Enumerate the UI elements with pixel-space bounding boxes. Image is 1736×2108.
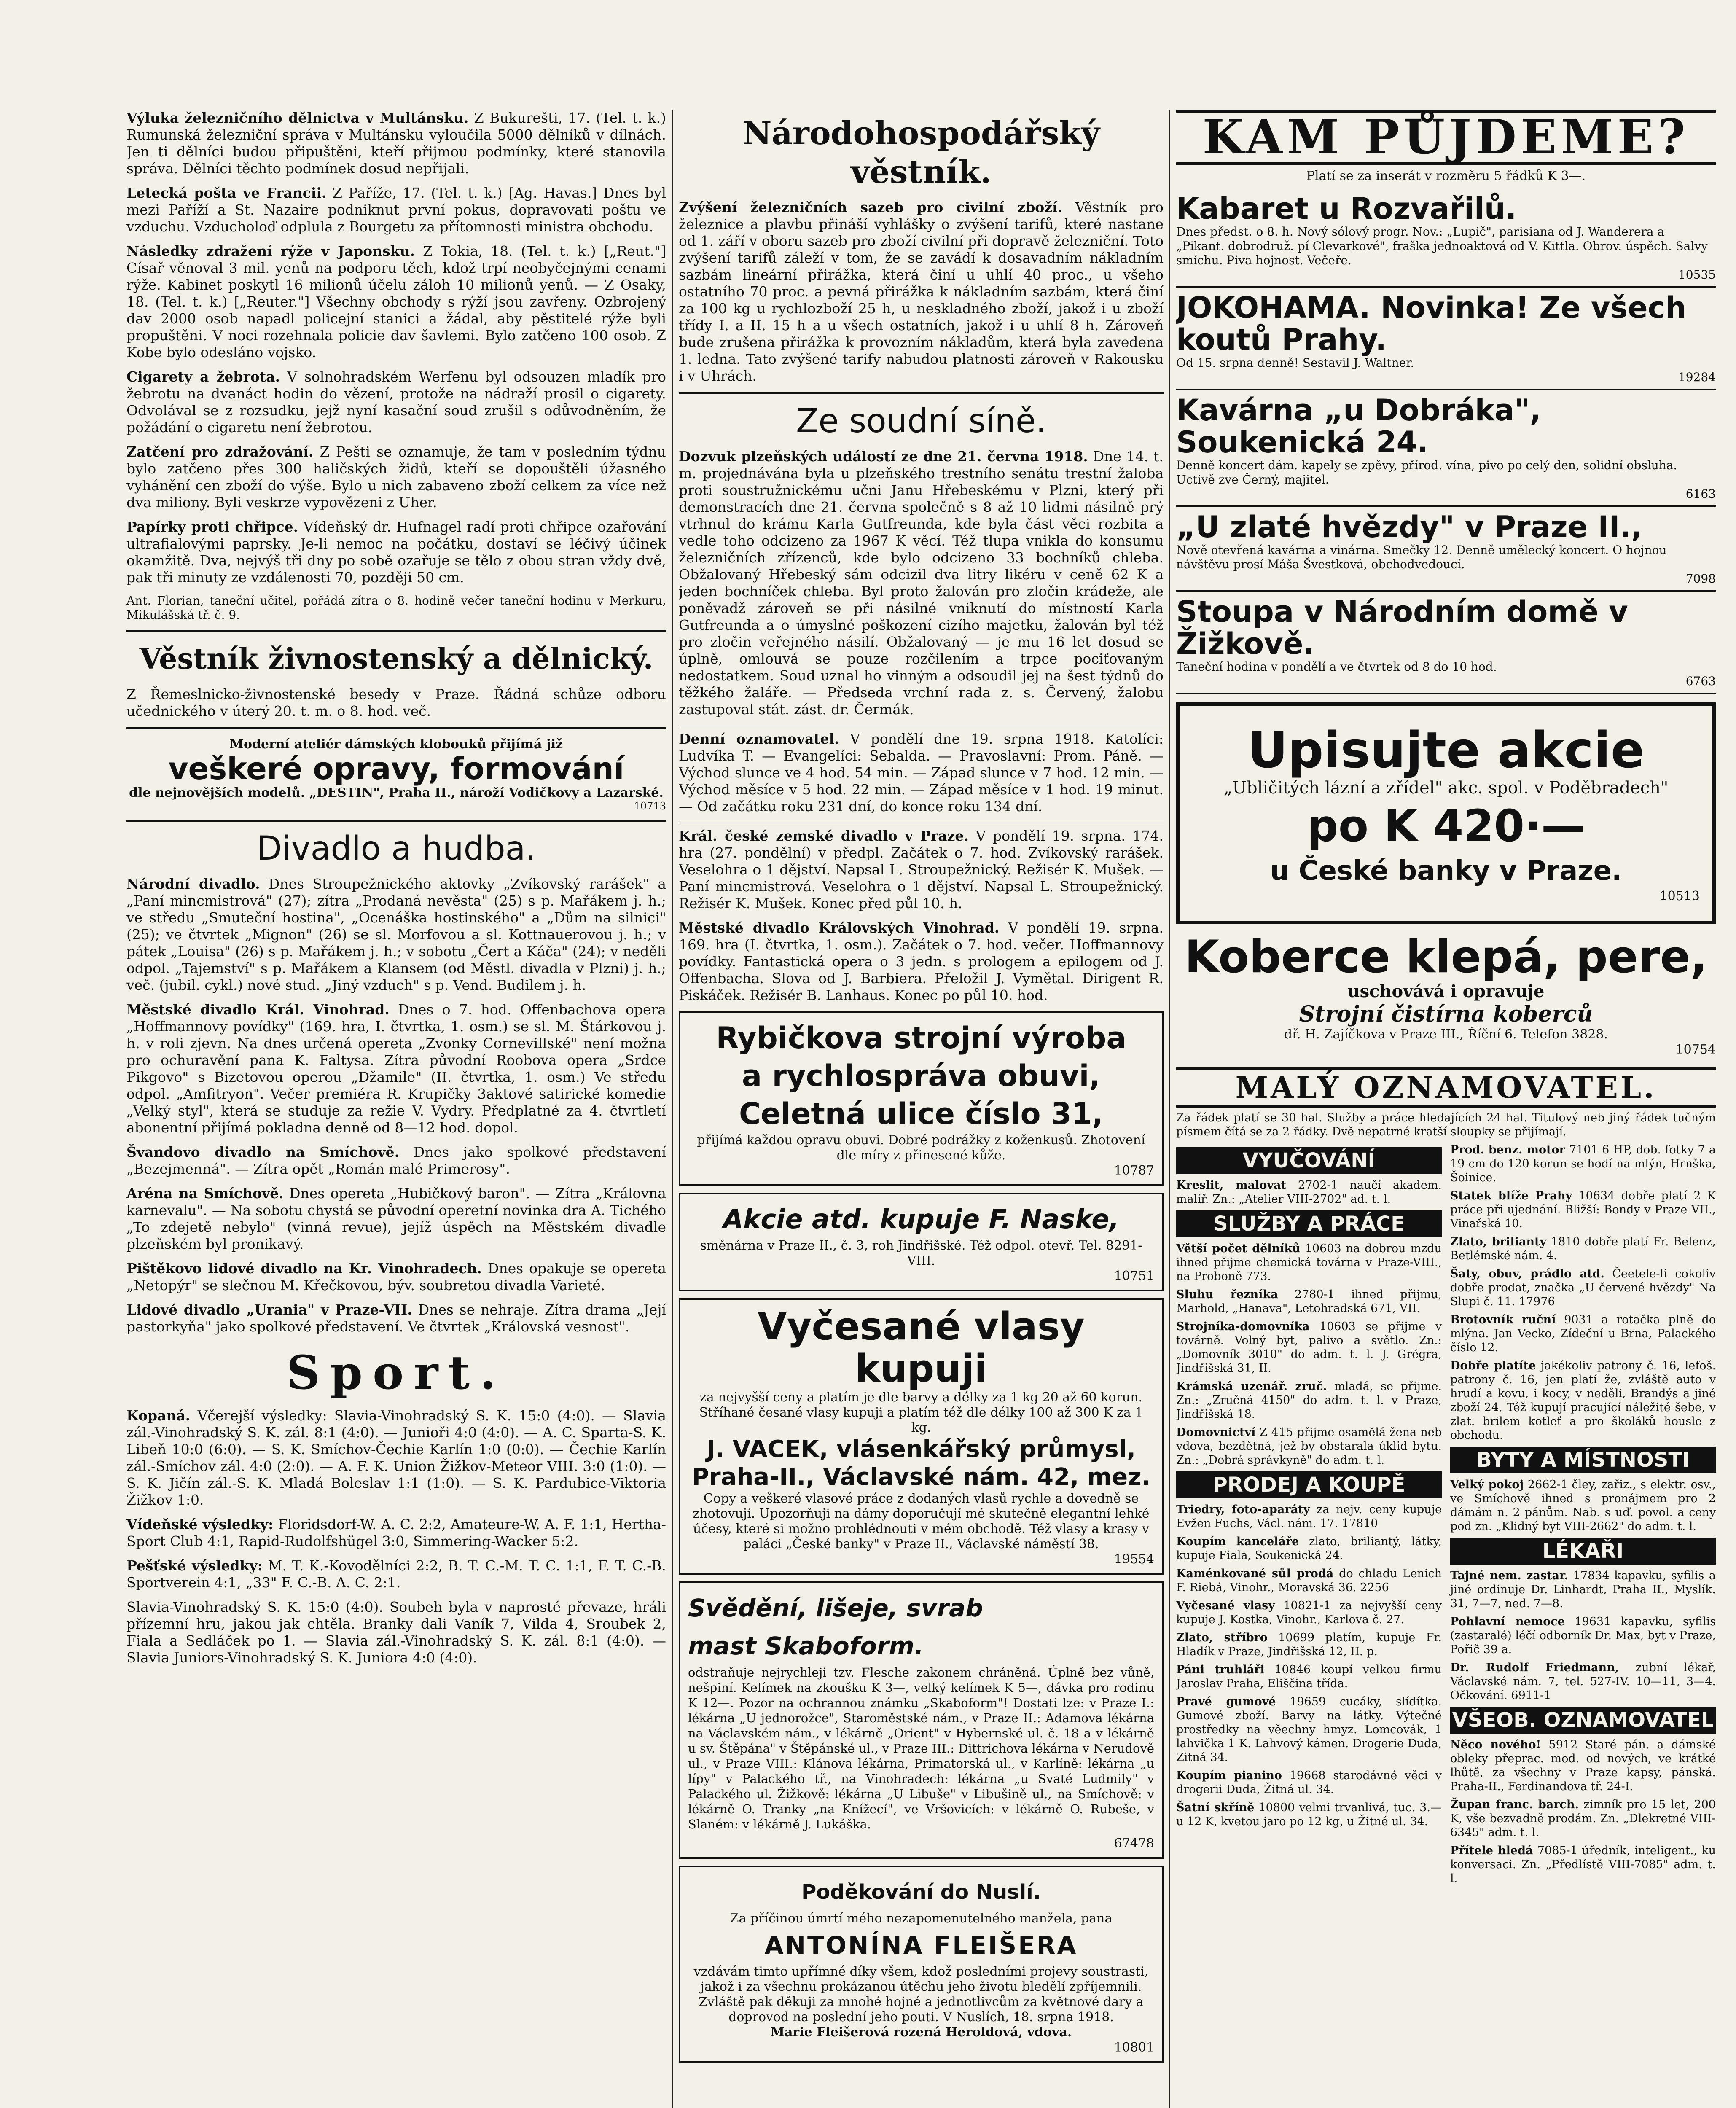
- soud-article: [679, 448, 1164, 718]
- sport-result: [126, 1407, 666, 1508]
- skaboform-ad: [679, 1581, 1164, 1859]
- atelier-line1: Moderní ateliér dámských klobouků přijímá již: [229, 737, 563, 752]
- sport-result: [126, 1516, 666, 1550]
- ad-text: dř. H. Zajíčkova v Praze III., Říční 6. Telefon 3828.: [1284, 1027, 1608, 1042]
- item-head: Prod. benz. motor: [1450, 1143, 1565, 1156]
- item-body: 10699 platím, kupuje Fr. Hladík v Praze, Jindřišská 12, II. p.: [1176, 1631, 1442, 1658]
- item-body: M. T. K.-Kovodělníci 2:2, B. T. C.-M. T. C. 1:1, F. T. C.-B. Sportverein 4:1, „33" F. C.-B. A. C. 2:1.: [126, 1557, 666, 1591]
- theatre-notice: [126, 876, 666, 994]
- item-body: 19659 cucáky, slídítka. Gumové zboží. Barvy na látky. Výtečné prostředky na věechny hmyz. Lomcovák, 1 lahvička 1 K. Lahvový kámen. Drogerie Duda, Zitná 34.: [1176, 1695, 1442, 1764]
- ad-number: 10751: [1114, 1269, 1154, 1283]
- item-body: Z 415 přijme osamělá žena neb vdova, bezdětná, jež by obstarala úklid bytu. Zn.: „Dobrá správkyně" do adm. t. l.: [1176, 1426, 1442, 1467]
- small-ad: [1176, 1320, 1442, 1375]
- item-head: Lidové divadlo „Urania" v Praze-VII.: [126, 1301, 412, 1318]
- item-head: Cigarety a žebrota.: [126, 368, 280, 385]
- small-ad: [1450, 1143, 1716, 1185]
- column-middle: [679, 110, 1164, 2108]
- news-brief: [126, 444, 666, 511]
- item-body: Z Bukurešti, 17. (Tel. t. k.) Rumunská železniční správa v Multánsku vyloučila 5000 dělníků v dílnách. Jen ti dělníci budou připuštěni, kteří přijmou podmínky, které stanovila správa. Dělníci těchto podmínek dosud nepřijali.: [126, 110, 666, 177]
- article-body: Věstník pro železnice a plavbu přináší vyhlášky o zvýšení tarifů, které nastane od 1. září v oboru sazeb pro zboží civilní při dopravě železniční. Toto zvýšení tarifů záleží v tom, že se zavádí k dosavadním nákladním sazbám lineární přirážka, která činí u uhlí 40 proc., u všeho ostatního 70 proc. a pevná přirážka k nákladním sazbám, která činí za 100 kg u rychlozboží 25 h, u neskladného zboží, jakož i u zboží třídy I. a II. 15 h a u všech ostatních, jakož i u uhlí 8 h. Zároveň bude zrušena přirážka k provozním nákladům, která byla zavedena 1. ledna. Tato zvýšené tarify nabudou platnosti zároveň v Rakousku i v Uhrách.: [679, 199, 1164, 384]
- small-ad: [1176, 1242, 1442, 1283]
- item-head: Kopaná.: [126, 1407, 191, 1424]
- ad-number: 7098: [1685, 572, 1716, 586]
- small-ad: [1450, 1313, 1716, 1355]
- item-body: 10603 se přijme v továrně. Volný byt, palivo a světlo. Zn.: „Domovník 3010" do adm. t. l. J. Grégra, Jindřišská 31, II.: [1176, 1320, 1442, 1375]
- item-body: 2780-1 ihned přijmu, Marhold, „Hanava", Letohradská 671, VII.: [1176, 1288, 1442, 1315]
- ad-bank: u České banky v Praze.: [1270, 855, 1622, 887]
- ad-number: 19284: [1678, 370, 1716, 384]
- news-brief: [126, 243, 666, 361]
- ad-title: Vyčesané vlasy kupuji: [758, 1304, 1085, 1391]
- theatre-notice: [126, 1001, 666, 1136]
- small-ad: [1176, 1379, 1442, 1421]
- item-body: Čeetele-li cokoliv dobře prodat, značka „U červené hvězdy" Na Slupi č. 11. 17976: [1450, 1267, 1716, 1308]
- item-head: Král. české zemské divadlo v Praze.: [679, 828, 969, 844]
- divider: [679, 392, 1164, 394]
- item-head: Zlato, stříbro: [1176, 1631, 1268, 1644]
- theatre-list: [126, 876, 666, 1335]
- ad-number: 6763: [1685, 674, 1716, 688]
- news-brief: [126, 519, 666, 586]
- sport-result: [126, 1599, 666, 1666]
- item-head: Městské divadlo Král. Vinohrad.: [126, 1001, 390, 1018]
- theatre-notice: [126, 1301, 666, 1335]
- category-lekari: LÉKAŘI: [1450, 1538, 1716, 1565]
- item-head: Koupím pianino: [1176, 1769, 1282, 1782]
- kam-entry: [1176, 188, 1716, 288]
- ad-title: Svědění, lišeje, svrab: [688, 1594, 983, 1622]
- small-ad: [1450, 1359, 1716, 1442]
- small-ad: [1450, 1478, 1716, 1533]
- vestnik-text: Z Řemeslnicko-živnostenské besedy v Praze. Řádná schůze odboru učednického v úterý 20. t. m. o 8. hod. več.: [126, 686, 666, 719]
- item-body: 9031 a rotačka plně do mlýna. Jan Vecko, Zídeční u Brna, Palackého číslo 12.: [1450, 1313, 1716, 1354]
- column-divider: [672, 110, 673, 2108]
- rybicka-ad: [679, 1011, 1164, 1186]
- kam-entry-text: Denně koncert dám. kapely se zpěvy, přírod. vína, pivo po celý den, solidní obsluha. Uctivě zve Černý, majitel.: [1176, 458, 1677, 487]
- theatre-program: [679, 828, 1164, 912]
- kam-entry: [1176, 390, 1716, 507]
- kam-entry-text: Od 15. srpna denně! Sestavil J. Waltner.: [1176, 356, 1414, 370]
- item-body: 10634 dobře platí 2 K práce při ujednání. Bližší: Bondy v Praze VII., Vinařská 10.: [1450, 1189, 1716, 1230]
- small-ad: [1176, 1599, 1442, 1627]
- item-body: zimník pro 15 let, 200 K, vše bezvadně prodám. Zn. „Dlekretné VIII-6345" adm. t. l.: [1450, 1798, 1716, 1839]
- item-head: Strojníka-domovníka: [1176, 1320, 1310, 1333]
- item-body: Dnes Stroupežnického aktovky „Zvíkovský rarášek" a „Paní mincmistrová" (27); zítra „Prodaná nevěsta" (25) s p. Mařákem j. h.; ve středu „Smuteční hostina", „Ocenáška hostinského" a „Dům na silnici" (25); ve čtvrtek „Mignon" (26) se sl. Morfovou a sl. Kottnauerovou j. h.; v pátek „Louisa" (26) s p. Mařákem j. h.; v sobotu „Čert a Káča" (24); v neděli odpol. „Tajemství" s p. Mařákem a Klansem (od Městl. divadla v Plzni) j. h.; več. (jubil. cykl.) nové stud. „Jiný vzduch" s p. Vend. Budilem j. h.: [126, 876, 666, 993]
- theatre-program: [679, 920, 1164, 1004]
- item-head: Národní divadlo.: [126, 876, 260, 892]
- ad-title: Koberce klepá, pere,: [1184, 931, 1708, 983]
- ad-text: vzdávám timto upřímné díky všem, kdož posledními projevy soustrasti, jakož i za všechnu prokázanou útěchu jeho životu bledělí zpříjemnili. Zvláště pak děkuji za mnohé hojné a jednotlivcům za květnové dary a doprovod na poslední jeho pouti. V Nuslích, 18. srpna 1918.: [693, 1964, 1149, 2025]
- ad-text: přijímá každou opravu obuvi. Dobré podrážky z koženkusů. Zhotovení dle míry z přinesené kůže.: [697, 1133, 1145, 1163]
- small-ad: [1450, 1267, 1716, 1309]
- kam-entry: [1176, 592, 1716, 694]
- small-ad: [1450, 1798, 1716, 1839]
- item-body: 2662-1 čley, zařiz., s elektr. osv., ve Smíchově ihned s pronájmem pro 2 dámám n. 2 pánům. Nab. s uď. povol. a ceny pod zn. „Klidný byt VIII-2662" do adm. t. l.: [1450, 1478, 1716, 1533]
- item-head: Vyčesané vlasy: [1176, 1599, 1275, 1612]
- item-head: Krámská uzenář. zruč.: [1176, 1380, 1327, 1393]
- small-ad: [1450, 1661, 1716, 1702]
- news-brief: [126, 185, 666, 235]
- item-head: Následky zdražení rýže v Japonsku.: [126, 243, 415, 259]
- divider: [126, 820, 666, 822]
- small-ad: [1450, 1235, 1716, 1263]
- kam-entry: [1176, 507, 1716, 592]
- theatre-notice: [126, 1144, 666, 1178]
- item-head: Triedry, foto-aparáty: [1176, 1503, 1310, 1516]
- ad-text: směnárna v Praze II., č. 3, roh Jindřišské. Též odpol. otevř. Tel. 8291-VIII.: [700, 1238, 1142, 1268]
- theatre-notice: [126, 1260, 666, 1294]
- item-body: 7101 6 HP, dob. fotky 7 a 19 cm do 120 korun se hodí na mlýn, Hrnška, Šoinice.: [1450, 1143, 1716, 1184]
- sport-list: [126, 1407, 666, 1666]
- item-body: 2702-1 naučí akadem. malíř. Zn.: „Atelier VIII-2702" ad. t. l.: [1176, 1179, 1442, 1206]
- ad-text: Strojní čistírna koberců: [1299, 1001, 1593, 1027]
- small-ad: [1176, 1288, 1442, 1315]
- sport-result: [126, 1557, 666, 1591]
- article-body: V pondělí dne 19. srpna 1918. Katolíci: Ludvíka T. — Evangelíci: Sebalda. — Pravoslavní: Prom. Páně. — Východ slunce ve 4 hod. 54 min. — Západ slunce v 7 hod. 12 min. — Východ měsíce v 5 hod. 22 min. — Západ měsíce v 1 hod. 19 minut. — Od začátku roku 231 dní, do konce roku 134 dní.: [679, 731, 1164, 815]
- small-ads-grid: [1176, 1143, 1716, 1890]
- item-head: Vídeňské výsledky:: [126, 1516, 274, 1533]
- category-vseob: VŠEOB. OZNAMOVATEL: [1450, 1707, 1716, 1734]
- item-body: Dnes jako spolkové představení „Bezejmenná". — Zítra opět „Román malé Primerosy".: [126, 1144, 666, 1177]
- item-head: Švandovo divadlo na Smíchově.: [126, 1144, 400, 1160]
- ad-title: J. VACEK, vlásenkářský průmysl, Praha-II., Václavské nám. 42, mez.: [691, 1436, 1151, 1491]
- item-head: Brotovník ruční: [1450, 1313, 1556, 1326]
- item-body: 10800 velmi trvanlivá, tuc. 3.— u 12 K, kvetou jaro po 12 kg, u Žitné ul. 34.: [1176, 1801, 1442, 1828]
- ad-number: 10801: [1114, 2040, 1154, 2055]
- item-head: Kaménkované sůl prodá: [1176, 1567, 1334, 1580]
- small-ads-left: [1176, 1143, 1442, 1890]
- item-head: Župan franc. barch.: [1450, 1798, 1579, 1811]
- kam-entry-text: Nově otevřená kavárna a vinárna. Smečky 12. Denně umělecký koncert. O hojnou návštěvu prosí Máša Švestková, obchodvedoucí.: [1176, 543, 1667, 571]
- article-head: Zvýšení železničních sazeb pro civilní zboží.: [679, 199, 1063, 215]
- item-head: Páni truhláři: [1176, 1663, 1265, 1676]
- maly-oznamovatel-sub: Za řádek platí se 30 hal. Služby a práce hledajících 24 hal. Titulový neb jiný řádek tučným písmem čítá se za 2 řádky. Dvě nepatrné kratší sloupky se přijímají.: [1176, 1111, 1716, 1138]
- ad-text: Za příčinou úmrtí mého nezapomenutelného manžela, pana: [730, 1911, 1113, 1926]
- vacek-ad: [679, 1298, 1164, 1575]
- theatre-notice: [126, 1185, 666, 1253]
- item-body: jakékoliv patrony č. 16, lefoš. patrony č. 16, jen platí že, zvláště auto v hrudí a kovu, i kocy, v neděli, Brandýs a jiné zboží 24. Též kupují pracující náležité šebe, v zlat. brilem kotleť a pro školáků housle z obchodu.: [1450, 1359, 1716, 1442]
- category-byty: BYTY A MÍSTNOSTI: [1450, 1447, 1716, 1473]
- small-ad: [1176, 1178, 1442, 1206]
- small-ad: [1176, 1567, 1442, 1594]
- soud-heading: Ze soudní síně.: [796, 402, 1046, 440]
- item-body: Floridsdorf-W. A. C. 2:2, Amateure-W. A. F. 1:1, Hertha-Sport Club 4:1, Rapid-Rudolfshügel 3:0, Simmering-Wacker 5:2.: [126, 1516, 666, 1549]
- item-body: Slavia-Vinohradský S. K. 15:0 (4:0). Soubeh byla v naprosté převaze, hráli přízemní hru, jakou jak chtěla. Branky dali Vaník 7, Vilda 4, Sroubek 2, Fiala a Sedláček po 1. — Slavia zál.-Vinohradský S. K. zál. 8:1 (4:0). — Slavia Juniors-Vinohradský S. K. Juniora 4:0 (4:0).: [126, 1599, 666, 1666]
- column-divider: [1169, 110, 1170, 2108]
- narod-article: [679, 199, 1164, 384]
- item-body: Dnes opakuje se opereta „Netopýr" se slečnou M. Křečkovou, býv. soubretou divadla Varieté.: [126, 1260, 666, 1293]
- ad-number: 10513: [1659, 889, 1700, 903]
- ad-text: odstraňuje nejrychleji tzv. Flesche zakonem chráněná. Úplně bez vůně, nešpiní. Kelímek na zkoušku K 3—, velký kelímek K 5—, dávka pro rodinu K 12—. Pozor na ochrannou známku „Skaboform"! Dostati lze: v Praze I.: lékárna „U jednorožce", Staroměstské nám., v Praze II.: Adamova lékárna na Václavském nám., v lékárně „Orient" v Hybernské ul. č. 18 a v lékárně u sv. Štěpána" v Štěpánské ul., v Praze III.: Dittrichova lékárna v Nerudově ul., v Praze VIII.: Klánova lékárna, Primatorská ul., v Karlíně: lékárna „u lípy" v Palackého tř., na Vinohradech: lékárna „u Svaté Ludmily" v Palackého ul. Žižkově: lékárna „U Libuše" v Libušině ul., na Smíchově: v lékárně O. Tranky „na Knížecí", ve Vršovicích: v lékárně O. Rubeše, v Slaném: v lékárně J. Lukáška.: [688, 1665, 1154, 1831]
- item-head: Dr. Rudolf Friedmann,: [1450, 1661, 1619, 1674]
- article-head: Denní oznamovatel.: [679, 731, 839, 747]
- kam-pujdeme-heading: KAM PŮJDEME?: [1176, 110, 1716, 165]
- item-head: Něco nového!: [1450, 1738, 1541, 1751]
- item-body: za nejv. ceny kupuje Evžen Fuchs, Václ. nám. 17. 17810: [1176, 1503, 1442, 1530]
- item-head: Dobře platíte: [1450, 1359, 1536, 1372]
- atelier-line2: veškeré opravy, formování: [168, 751, 624, 786]
- item-body: Z Paříže, 17. (Tel. t. k.) [Ag. Havas.] Dnes byl mezi Paříží a St. Nazaire podniknut první pokus, dopravovati poštu ve vzduchu. Vzducholoď odplula z Bourgetu za přítomnosti ministra obchodu.: [126, 185, 666, 235]
- ad-text: za nejvyšší ceny a platím je dle barvy a délky za 1 kg 20 až 60 korun. Stříhané česané vlasy kupuji a platím též dle délky 100 až 300 K za 1 kg.: [699, 1390, 1143, 1435]
- florian-notice: Ant. Florian, taneční učitel, pořádá zítra o 8. hodině večer taneční hodinu v Merkuru, Mikulášská tř. č. 9.: [126, 594, 666, 622]
- item-body: Včerejší výsledky: Slavia-Vinohradský S. K. 15:0 (4:0). — Slavia zál.-Vinohradský S. K. zál. 8:1 (4:0). — Junioři 4:0 (4:0). — A. C. Sparta-S. K. Libeň 10:0 (6:0). — S. K. Smíchov-Čechie Karlín 1:0 (0:0). — Čechie Karlín zál.-Smíchov zál. 4:0 (2:0). — A. F. K. Union Žižkov-Meteor VIII. 3:0 (1:0). — S. K. Jičín zál.-S. K. Mladá Boleslav 1:1 (1:0). — S. K. Pardubice-Viktoria Žižkov 1:0.: [126, 1407, 666, 1508]
- article-head: Dozvuk plzeňských událostí ze dne 21. června 1918.: [679, 448, 1088, 465]
- item-body: Dnes se nehraje. Zítra drama „Její pastorkyňa" jako spolkové představení. Ve čtvrtek „Královská vesnost".: [126, 1301, 666, 1335]
- atelier-ad: [126, 737, 666, 812]
- item-head: Domovnictví: [1176, 1426, 1256, 1439]
- item-head: Šatní skříně: [1176, 1801, 1255, 1814]
- item-body: 7085-1 úředník, inteligent., ku konversaci. Zn. „Předlístě VIII-7085" adm. t. l.: [1450, 1844, 1716, 1885]
- item-body: 19631 kapavku, syfilis (zastaralé) léčí odborník Dr. Max, byt v Praze, Pořič 39 a.: [1450, 1615, 1716, 1656]
- ad-title: ANTONÍNA FLEIŠERA: [764, 1931, 1078, 1960]
- item-head: Městské divadlo Královských Vinohrad.: [679, 920, 1000, 936]
- ad-number: 19554: [1114, 1552, 1154, 1567]
- divider: [126, 727, 666, 729]
- small-ad: [1176, 1503, 1442, 1530]
- item-body: V solnohradském Werfenu byl odsouzen mladík pro žebrotu na dvanáct hodin do vězení, protože na nádraží prosil o cigarety. Odvolával se z rozsudku, jejž nyní kasační soud zrušil s odůvodněním, že požádání o cigaretu není žebrotou.: [126, 368, 666, 436]
- item-body: 10603 na dobrou mzdu ihned přijme chemická továrna v Praze-VIII., na Proboně 773.: [1176, 1242, 1442, 1283]
- ad-title: Rybičkova strojní výroba: [716, 1021, 1126, 1055]
- ad-title: Akcie atd. kupuje F. Naske,: [723, 1204, 1119, 1234]
- item-body: V pondělí 19. srpna. 174. hra (27. pondělní) v předpl. Začátek o 7. hod. Zvíkovský rarášek. Veselohra o 1 dějství. Napsal L. Stroupežnický. Režisér K. Mušek. — Paní mincmistrová. Veselohra o 1 dějství. Napsal L. Stroupežnický. Režisér K. Mušek. Konec před půl 10. h.: [679, 828, 1164, 911]
- small-ad: [1450, 1738, 1716, 1793]
- item-body: do chladu Lenich F. Riebá, Vinohr., Moravská 36. 2256: [1176, 1567, 1442, 1594]
- ad-title: mast Skaboform.: [688, 1632, 924, 1660]
- small-ad: [1176, 1663, 1442, 1691]
- small-ads-right: [1450, 1143, 1716, 1890]
- kam-pujdeme-sub: Platí se za inserát v rozměru 5 řádků K 3—.: [1306, 169, 1586, 183]
- ad-number: 10535: [1678, 268, 1716, 282]
- column-left: [126, 110, 666, 2108]
- kam-entry-name: Kavárna „u Dobráka", Soukenická 24.: [1176, 393, 1541, 460]
- item-head: Zlato, brilianty: [1450, 1235, 1547, 1248]
- item-body: Dnes opereta „Hubičkový baron". — Zítra „Královna karnevalu". — Na sobotu chystá se původní operetní novinka dra A. Tichého „To zdejetě nebylo" (vinná revue), jejíž úspěch na Městském divadle plzeňském byl pronikavý.: [126, 1185, 666, 1252]
- column-right: [1176, 110, 1716, 2108]
- kam-entry-name: Stoupa v Národním domě v Žižkově.: [1176, 594, 1628, 661]
- ad-text: „Ubličitých lázní a zřídel" akc. spol. v Poděbradech": [1223, 778, 1669, 798]
- ad-number: 6163: [1685, 487, 1716, 501]
- sport-heading: Sport.: [286, 1345, 506, 1400]
- kam-entry-text: Taneční hodina v pondělí a ve čtvrtek od 8 do 10 hod.: [1176, 660, 1497, 674]
- kam-entry-text: Dnes předst. o 8. h. Nový sólový progr. Nov.: „Lupič", parisiana od J. Wanderera a „Pikant. dobrodruž. pí Clevarkové", fraška jednoaktová od V. Kittla. Obrov. úspěch. Salvy smíchu. Piva hojnost. Večeře.: [1176, 225, 1708, 267]
- ad-text: uschovává i opravuje: [1347, 981, 1545, 1001]
- kam-entry-name: Kabaret u Rozvařilů.: [1176, 191, 1517, 226]
- item-body: 10821-1 za nejvyšší ceny kupuje J. Kostka, Vinohr., Karlova č. 27.: [1176, 1599, 1442, 1626]
- item-head: Pešťské výsledky:: [126, 1557, 263, 1574]
- small-ad: [1450, 1189, 1716, 1231]
- item-body: zlato, briliantý, látky, kupuje Fiala, Soukenická 24.: [1176, 1535, 1442, 1562]
- divadlo-heading: Divadlo a hudba.: [256, 830, 536, 868]
- small-ad: [1176, 1535, 1442, 1562]
- small-ad: [1450, 1844, 1716, 1885]
- nusle-ad: [679, 1866, 1164, 2063]
- item-head: Papírky proti chřipce.: [126, 519, 298, 535]
- news-brief: [126, 368, 666, 436]
- ad-title: Upisujte akcie: [1247, 721, 1645, 779]
- small-ad: [1176, 1425, 1442, 1467]
- kam-pujdeme-list: [1176, 188, 1716, 694]
- item-head: Zatčení pro zdražování.: [126, 444, 314, 460]
- theatre-program-list: [679, 828, 1164, 1004]
- news-brief: [126, 110, 666, 177]
- item-head: Kreslit, malovat: [1176, 1179, 1287, 1192]
- small-ad: [1176, 1769, 1442, 1796]
- item-head: Tajné nem. zastar.: [1450, 1569, 1569, 1582]
- kam-entry-name: „U zlaté hvězdy" v Praze II.,: [1176, 510, 1642, 544]
- category-sluzby: SLUŽBY A PRÁCE: [1176, 1210, 1442, 1237]
- atelier-line3: dle nejnovějších modelů. „DESTIN", Praha II., nároží Vodičkovy a Lazarské.: [129, 785, 664, 800]
- item-body: Z Pešti se oznamuje, že tam v posledním týdnu bylo zatčeno přes 300 haličských židů, kteří se dopouštěli úžasného vyhánění cen zboží do výše. Bylo u nich zabaveno zboží celkem za více než dva miliony. Byli veskrze vypovězeni z Uher.: [126, 444, 666, 511]
- kam-entry: [1176, 288, 1716, 390]
- item-head: Výluka železničního dělnictva v Multánsku.: [126, 110, 469, 126]
- item-body: Dnes o 7. hod. Offenbachova opera „Hoffmannovy povídky" (169. hra, I. čtvrtka, 1. osm.) se sl. M. Štárkovou j. h. v roli zjevn. Na dnes určená opereta „Zvonky Cornevillské" není možna pro ochuravění pana K. Faltysa. Zítra původní Roobova opera „Srdce Pikgovo" s Bizetovou operou „Džamile" (II. čtvrtka, 1. osm.) Ve středu odpol. „Amfitryon". Večer premiéra R. Krupičky 3aktové satirické komedie „Velký styl", která se studuje za režie V. Vydry. Předplatné za 4. čtvrtletí abonentní přijímá pokladna denně od 8—12 hod. dopol.: [126, 1001, 666, 1136]
- item-head: Přítele hledá: [1450, 1844, 1533, 1857]
- news-brief-list: [126, 110, 666, 586]
- small-ad: [1176, 1801, 1442, 1828]
- item-head: Šaty, obuv, prádlo atd.: [1450, 1267, 1604, 1280]
- article-body: Dne 14. t. m. projednávána byla u plzeňského trestního senátu trestní žaloba proti soustružnickému učni Janu Hřebeskému v Plzni, který při demonstracích dne 21. června společně s 8 až 10 lidmi násilně prý vtrhnul do krámu Karla Gutfreunda, kde byla část věci rozbita a vedle toho odcizeno za 1967 K věcí. Též tlupa vnikla do konsumu železničních zřízenců, kde bylo odcizeno 33 bochníků chleba. Obžalovaný Hřebeský sám odcizil dva litry likéru v ceně 62 K a jeden bochníček chleba. Byl proto žalován pro zločin krádeže, ale poněvadž zároveň se při násilné vniknutí do místností Karla Gutfreunda a o úmyslné poškození cizího majetku, žalován byl též pro zločin veřejného násilí. Obžalovaný — je mu 16 let dosud se úplně, omlouvá se pouze rozčilením a trpce pociťovaným nedostatkem. Soud uznal ho vinným a odsoudil jej na šest týdnů do těžkého žaláře. — Předseda vrchní rada z. s. Červený, žalobu zastupoval stát. zást. dr. Čermák.: [679, 448, 1164, 718]
- item-head: Pravé gumové: [1176, 1695, 1276, 1708]
- small-ad: [1450, 1615, 1716, 1656]
- item-head: Koupím kanceláře: [1176, 1535, 1299, 1548]
- denni-oznamovatel: [679, 731, 1164, 815]
- divider: [126, 630, 666, 632]
- item-head: Pohlavní nemoce: [1450, 1615, 1565, 1628]
- ad-title: Poděkování do Nuslí.: [801, 1880, 1041, 1904]
- item-head: Větší počet dělníků: [1176, 1242, 1301, 1255]
- item-body: V pondělí 19. srpna. 169. hra (I. čtvrtka, 1. osm.). Začátek o 7. hod. večer. Hoffmannovy povídky. Fantastická opera o 3 jedn. s prologem a epilogem od J. Offenbacha. Slova od J. Barbiera. Přeložil J. Vymětal. Dirigent R. Piskáček. Režisér B. Lanhaus. Konec po půl 10. hod.: [679, 920, 1164, 1003]
- item-head: Velký pokoj: [1450, 1478, 1524, 1491]
- naske-ad: [679, 1193, 1164, 1291]
- ad-number: 67478: [1114, 1836, 1154, 1851]
- item-body: mladá, se přijme. Zn.: „Zručná 4150" do adm. t. l. v Praze, Jindřišská 18.: [1176, 1380, 1442, 1421]
- ad-signature: Marie Fleišerová rozená Heroldová, vdova.: [770, 2025, 1072, 2040]
- item-head: Aréna na Smíchově.: [126, 1185, 284, 1202]
- maly-oznamovatel-heading: MALÝ OZNAMOVATEL.: [1176, 1067, 1716, 1108]
- small-ad: [1176, 1631, 1442, 1659]
- upisujte-ad: [1176, 702, 1716, 924]
- category-prodej: PRODEJ A KOUPĚ: [1176, 1471, 1442, 1498]
- item-body: Vídeňský dr. Hufnagel radí proti chřipce ozařování ultrafialovými paprsky. Je-li nemoc na počátku, dostaví se léčivý účinek okamžitě. Dva, nejvýš tři dny po sobě ozařuje se tělo z obou stran vždy dvě, pak tři minuty ze vzdálenosti 70, později 50 cm.: [126, 519, 666, 586]
- small-ad: [1176, 1695, 1442, 1764]
- item-body: zubní lékař, Václavské nám. 7, tel. 527-IV. 10—11, 3—4. Očkování. 6911-1: [1450, 1661, 1716, 1702]
- koberce-ad: [1176, 933, 1716, 1057]
- ad-text: Copy a veškeré vlasové práce z dodaných vlasů rychle a dovedně se zhotovují. Upozorňuji na dámy doporučují mé skutečně elegantní lehké účesy, které si možno prohlédnouti v mém obchodě. Též vlasy a krasy v paláci „České banky" v Praze II., Václavské náměstí 38.: [693, 1491, 1150, 1551]
- item-body: 5912 Staré pán. a dámské obleky přeprac. mod. od nových, ve krátké lhůtě, za všechny v Praze kapsy, pánská. Praha-II., Ferdinandova tř. 24-I.: [1450, 1738, 1716, 1793]
- narod-heading: Národohospodářský věstník.: [742, 114, 1100, 191]
- item-head: Sluhu řezníka: [1176, 1288, 1278, 1301]
- item-body: 1810 dobře platí Fr. Belenz, Betlémské nám. 4.: [1450, 1235, 1716, 1262]
- small-ad: [1450, 1569, 1716, 1611]
- kam-entry-name: JOKOHAMA. Novinka! Ze všech koutů Prahy.: [1176, 290, 1686, 357]
- ad-number: 10787: [1114, 1163, 1154, 1178]
- item-body: Z Tokia, 18. (Tel. t. k.) [„Reut."] Císař věnoval 3 mil. yenů na podporu těch, kdož trpí neobyčejnými cenami rýže. Kabinet poskytl 16 milionů účelu záloh 10 milionů yenů. — Z Osaky, 18. (Tel. t. k.) [„Reuter."] Všechny obchody s rýží jsou zavřeny. Ozbrojený dav 2000 osob napadl policejní stanici a žádal, aby pěstitelé rýže byli propuštěni. V noci rozehnala policie dav šavlemi. Bylo zatčeno 100 osob. Z Kobe bylo odesláno vojsko.: [126, 243, 666, 360]
- item-body: 19668 starodávné věci v drogerii Duda, Žitná ul. 34.: [1176, 1769, 1442, 1796]
- ad-number: 10754: [1675, 1042, 1716, 1057]
- item-head: Statek blíže Prahy: [1450, 1189, 1572, 1202]
- category-vyucovani: VYUČOVÁNÍ: [1176, 1147, 1442, 1174]
- ad-title: a rychlospráva obuvi, Celetná ulice číslo 31,: [739, 1059, 1103, 1131]
- ad-number: 10713: [634, 800, 666, 812]
- ad-price: po K 420·—: [1307, 800, 1585, 852]
- item-head: Pištěkovo lidové divadlo na Kr. Vinohradech.: [126, 1260, 482, 1277]
- item-body: 10846 koupí velkou firmu Jaroslav Praha, Eliščina třída.: [1176, 1663, 1442, 1690]
- item-head: Letecká pošta ve Francii.: [126, 185, 327, 201]
- item-body: 17834 kapavku, syfilis a jiné ordinuje Dr. Linhardt, Praha II., Myslík. 31, 7—7, ned. 7—8.: [1450, 1569, 1716, 1610]
- vestnik-heading: Věstník živnostenský a dělnický.: [139, 642, 653, 676]
